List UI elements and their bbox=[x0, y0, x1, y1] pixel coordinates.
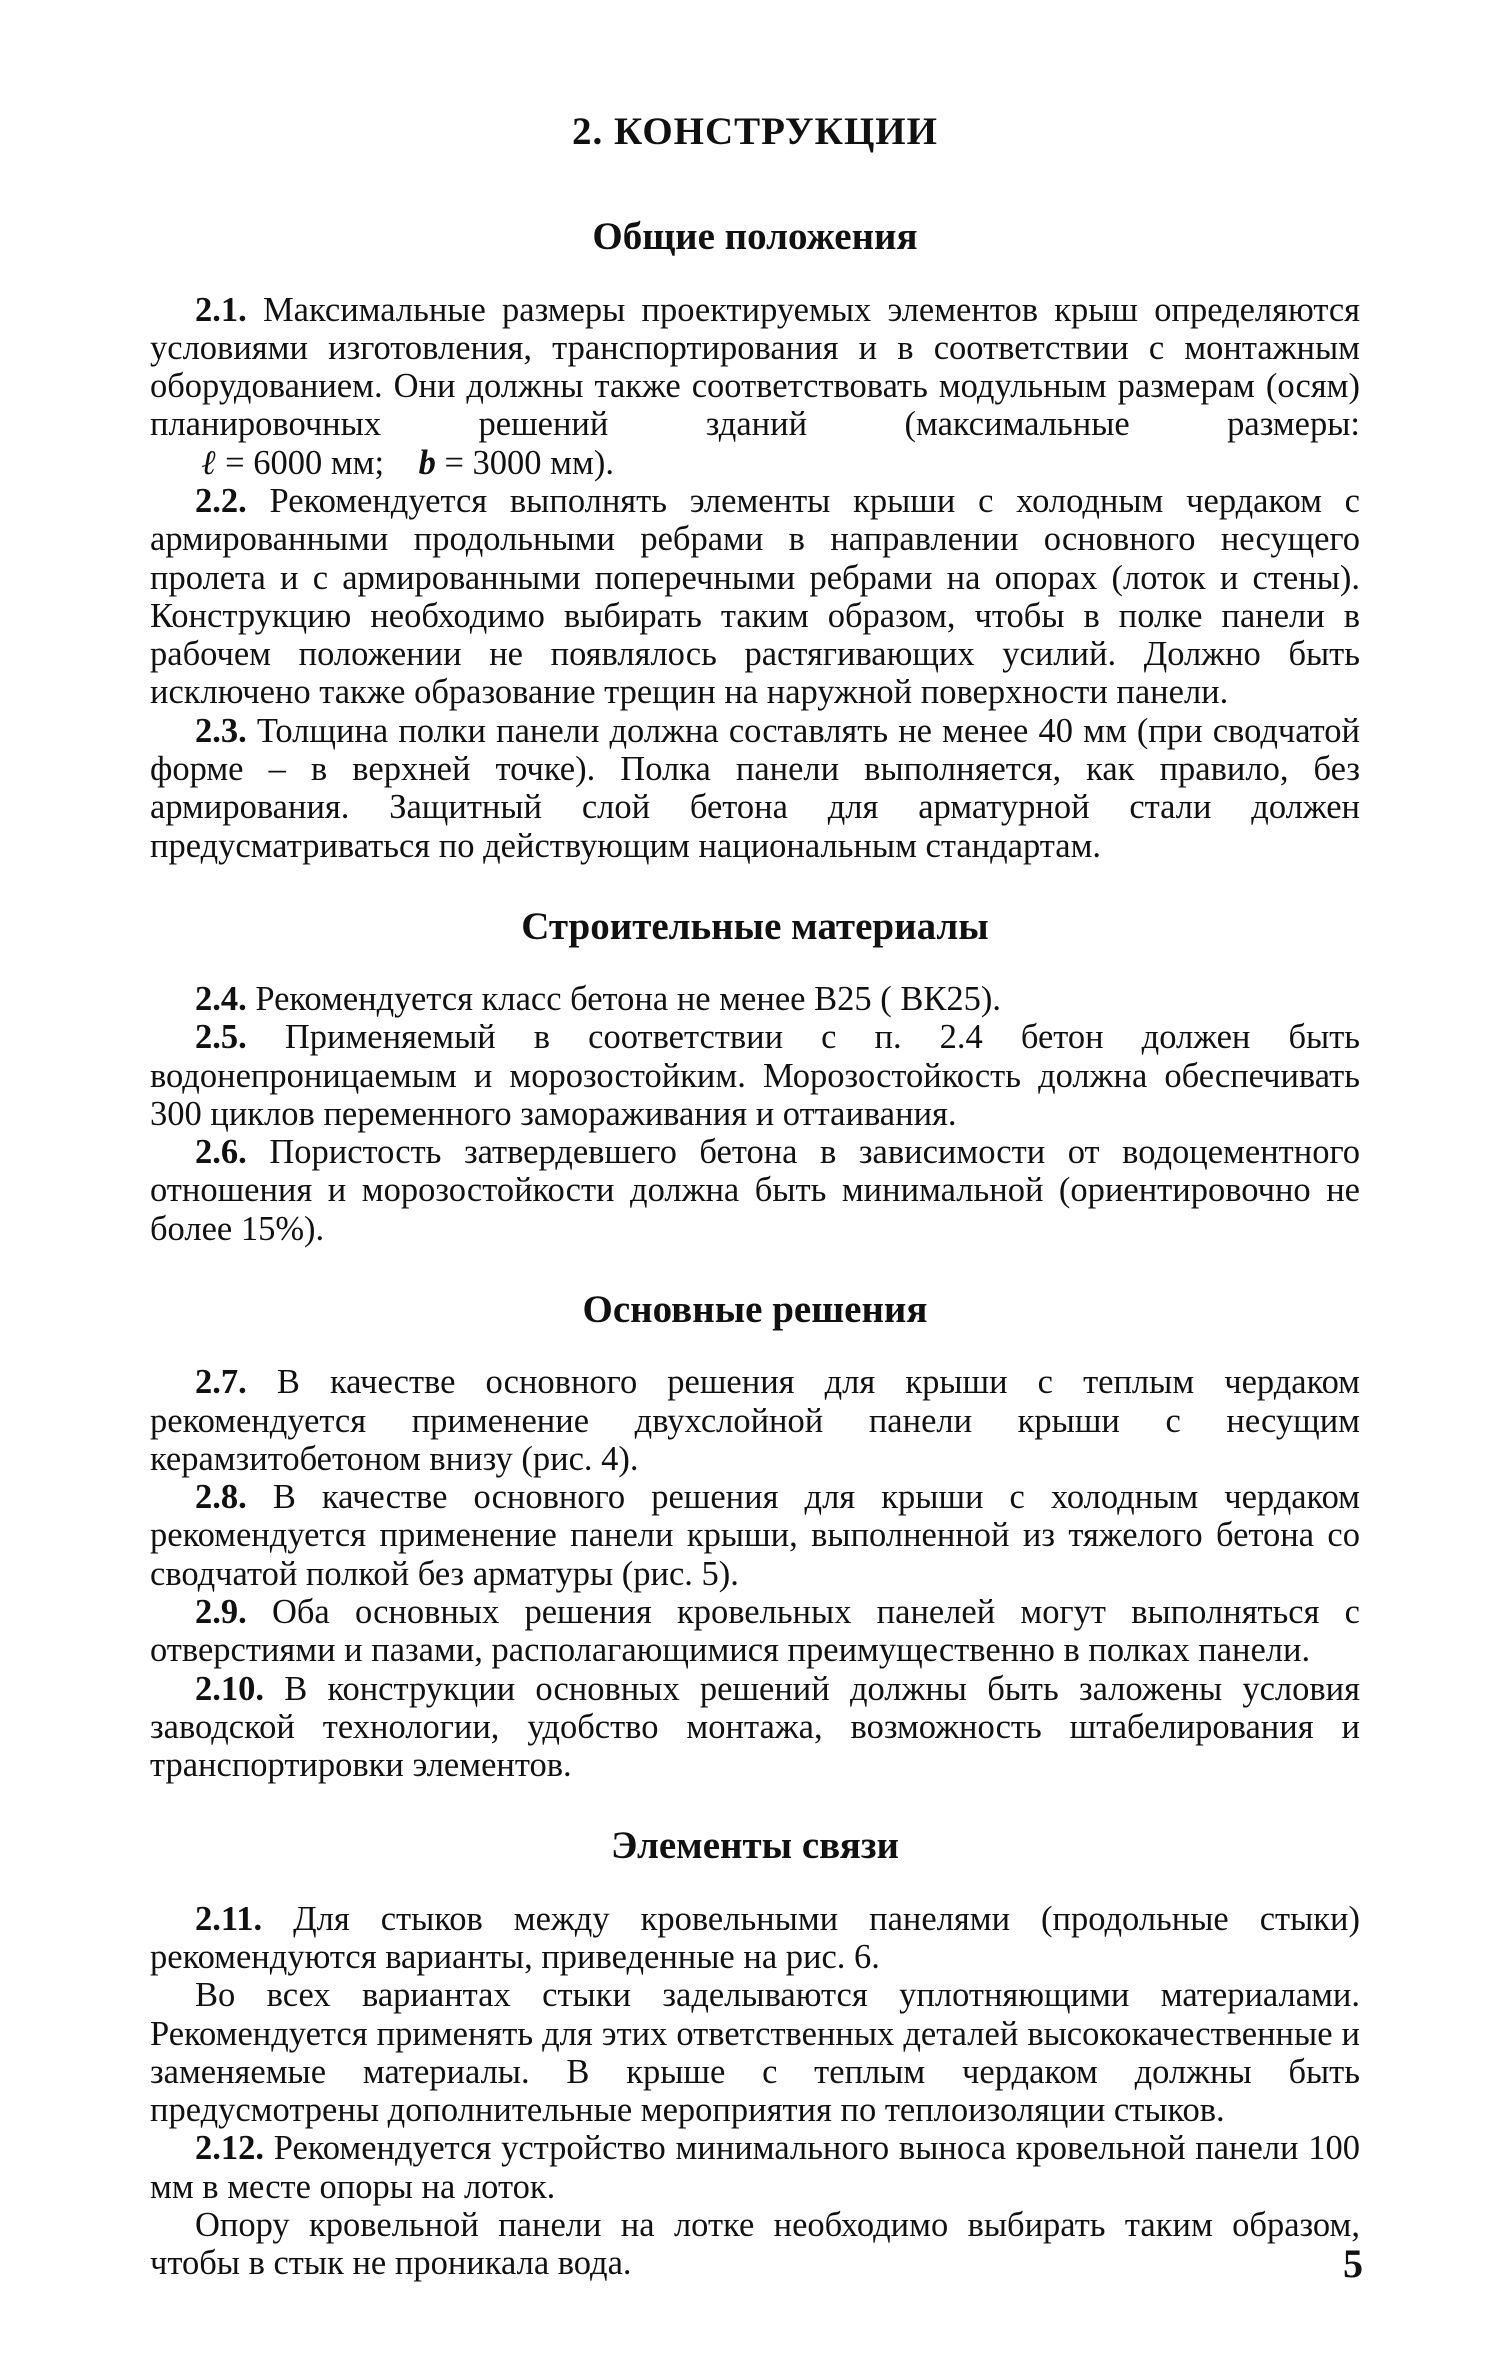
paragraph-number: 2.3. bbox=[195, 711, 247, 750]
width-value: = 3000 мм). bbox=[444, 443, 614, 482]
paragraph-2-6 bbox=[150, 1133, 1360, 1248]
paragraph-2-11 bbox=[150, 1900, 1360, 1977]
paragraph-text: Пористость затвердевшего бетона в зависимости от водоцементного отношения и морозостойкости должна быть минимальной (ориентировочно не более 15%). bbox=[150, 1133, 1360, 1248]
paragraph-text: Оба основных решения кровельных панелей могут выполняться с отверстиями и пазами, располагающимися преимущественно в полках панели. bbox=[150, 1593, 1360, 1670]
length-value: = 6000 мм; bbox=[225, 443, 385, 482]
paragraph-2-8 bbox=[150, 1478, 1360, 1593]
paragraph-number: 2.10. bbox=[195, 1669, 264, 1708]
paragraph-2-10 bbox=[150, 1670, 1360, 1785]
paragraph-number: 2.12. bbox=[195, 2129, 264, 2168]
paragraph-number: 2.8. bbox=[195, 1478, 247, 1517]
paragraph-text: В качестве основного решения для крыши с холодным чердаком рекомендуется применение панели крыши, выполненной из тяжелого бетона со сводчатой полкой без арматуры (рис. 5). bbox=[150, 1478, 1360, 1593]
width-symbol: b bbox=[418, 443, 436, 482]
chapter-title: 2. КОНСТРУКЦИИ bbox=[572, 110, 938, 153]
section-heading-general: Общие положения bbox=[592, 215, 918, 259]
paragraph-2-3 bbox=[150, 712, 1360, 865]
document-page bbox=[150, 110, 1360, 2323]
paragraph-text: Рекомендуется устройство минимального выноса кровельной панели 100 мм в месте опоры на лоток. bbox=[150, 2129, 1361, 2206]
section-heading-solutions: Основные решения bbox=[582, 1288, 928, 1332]
paragraph-number: 2.1. bbox=[195, 290, 247, 329]
paragraph-2-9 bbox=[150, 1593, 1360, 1670]
paragraph-number: 2.5. bbox=[195, 1018, 247, 1057]
paragraph-text: Максимальные размеры проектируемых элементов крыш определяются условиями изготовления, транспортирования и в соответствии с монтажным оборудованием. Они должны также соответствовать модульным размерам (осям) планировочных решений зданий (максимальные размеры: bbox=[150, 290, 1361, 444]
paragraph-2-12 bbox=[150, 2129, 1360, 2206]
page-number: 5 bbox=[1343, 2241, 1363, 2286]
section-general bbox=[150, 215, 1360, 865]
paragraph-text: В конструкции основных решений должны быть заложены условия заводской технологии, удобство монтажа, возможность штабелирования и транспортировки элементов. bbox=[150, 1669, 1360, 1785]
paragraph-number: 2.11. bbox=[195, 1899, 263, 1938]
paragraph-number: 2.2. bbox=[195, 481, 247, 520]
paragraph-2-7 bbox=[150, 1363, 1360, 1478]
paragraph-text: Толщина полки панели должна составлять не менее 40 мм (при сводчатой форме – в верхней точке). Полка панели выполняется, как правило, без армирования. Защитный слой бетона для арматурной стали должен предусматриваться по действующим национальным стандартам. bbox=[150, 711, 1360, 865]
section-heading-joints: Элементы связи bbox=[611, 1824, 899, 1868]
paragraph-number: 2.4. bbox=[195, 980, 247, 1019]
paragraph-2-5 bbox=[150, 1018, 1360, 1133]
section-solutions bbox=[150, 1288, 1360, 1784]
paragraph-number: 2.6. bbox=[195, 1133, 247, 1172]
paragraph-2-2 bbox=[150, 482, 1360, 712]
paragraph-text: Рекомендуется выполнять элементы крыши с холодным чердаком с армированными продольными ребрами в направлении основного несущего пролета и с армированными поперечными ребрами на опорах (лоток и стены). Конструкцию необходимо выбирать таким образом, чтобы в полке панели в рабочем положении не появлялось растягивающих усилий. Должно быть исключено также образование трещин на наружной поверхности панели. bbox=[150, 481, 1360, 712]
paragraph-text: Рекомендуется класс бетона не менее В25 ( ВК25). bbox=[255, 980, 1001, 1019]
length-symbol: ℓ bbox=[201, 443, 217, 482]
paragraph-2-4 bbox=[150, 980, 1360, 1018]
paragraph-text: Применяемый в соответствии с п. 2.4 бетон должен быть водонепроницаемым и морозостойким. Морозостойкость должна обеспечивать 300 циклов переменного замораживания и оттаивания. bbox=[150, 1018, 1360, 1133]
paragraph-text: Для стыков между кровельными панелями (продольные стыки) рекомендуются варианты, приведенные на рис. 6. bbox=[150, 1899, 1360, 1976]
paragraph-text: В качестве основного решения для крыши с теплым чердаком рекомендуется применение двухслойной панели крыши с несущим керамзитобетоном внизу (рис. 4). bbox=[150, 1363, 1360, 1478]
paragraph-number: 2.7. bbox=[195, 1363, 247, 1402]
section-materials bbox=[150, 905, 1360, 1248]
paragraph-2-12-continued: Опору кровельной панели на лотке необходимо выбирать таким образом, чтобы в стык не проникала вода. bbox=[150, 2205, 1360, 2283]
section-joints bbox=[150, 1824, 1360, 2282]
paragraph-2-11-continued: Во всех вариантах стыки заделываются уплотняющими материалами. Рекомендуется применять для этих ответственных деталей высококачественные и заменяемые материалы. В крыше с теплым чердаком должны быть предусмотрены дополнительные мероприятия по теплоизоляции стыков. bbox=[150, 1976, 1360, 2130]
section-heading-materials: Строительные материалы bbox=[521, 904, 989, 948]
paragraph-number: 2.9. bbox=[195, 1593, 247, 1631]
paragraph-2-1 bbox=[150, 291, 1360, 482]
